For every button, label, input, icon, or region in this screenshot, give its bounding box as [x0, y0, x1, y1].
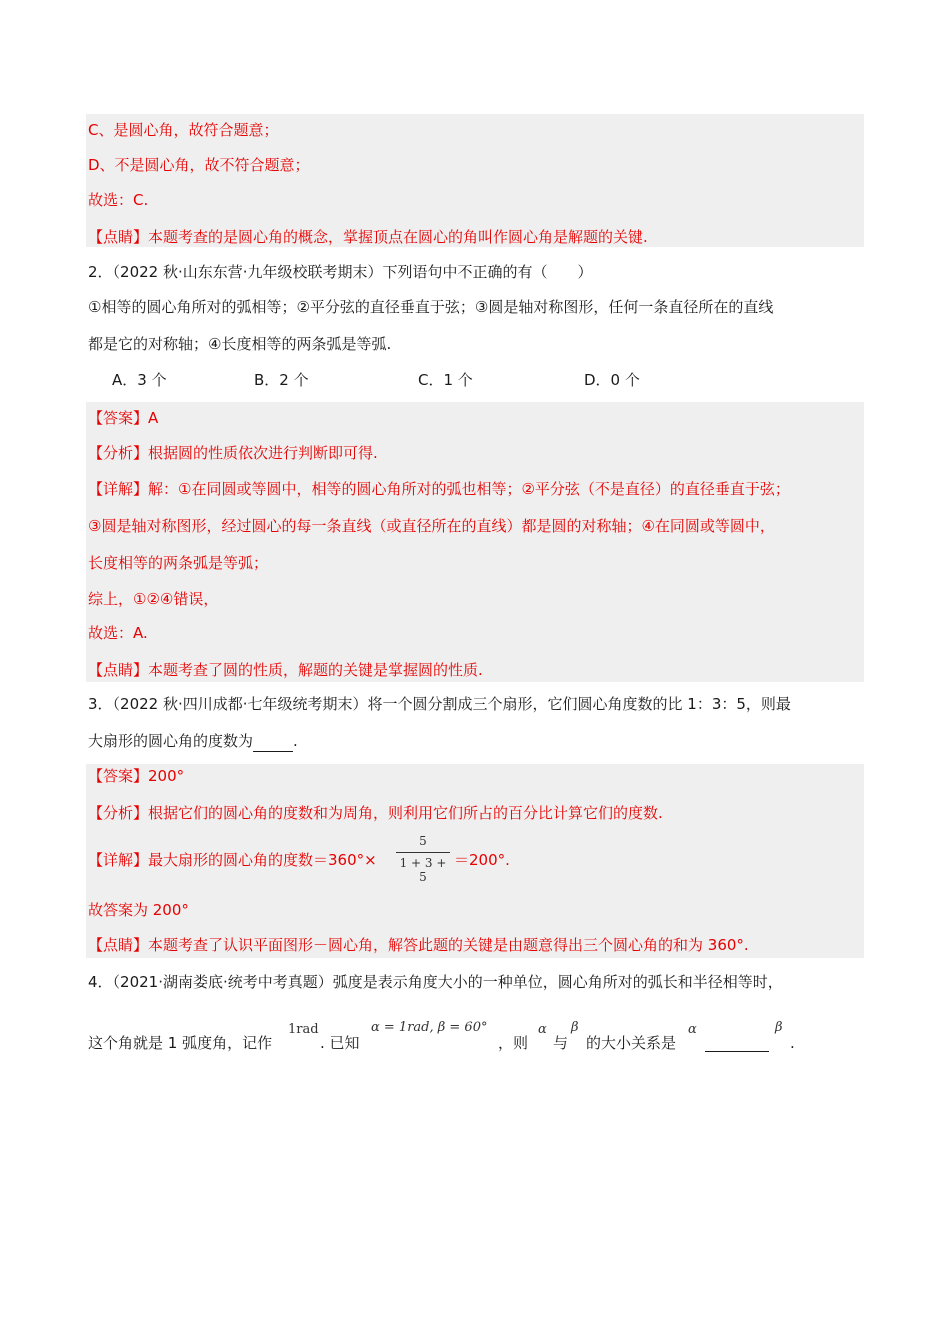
fraction-bar	[396, 852, 450, 853]
fraction-numerator: 5	[419, 834, 427, 848]
comment-text: 本题考查了认识平面图形－圆心角，解答此题的关键是由题意得出三个圆心角的和为 360°.	[148, 936, 749, 954]
q4-end: .	[790, 1034, 795, 1052]
answer-tag: 【答案】	[88, 409, 149, 427]
analysis-text: 根据它们的圆心角的度数和为周角，则利用它们所占的百分比计算它们的度数.	[148, 804, 663, 822]
option-d-explanation: D、不是圆心角，故不符合题意；	[88, 156, 310, 174]
q4-seg5: 的大小关系是	[586, 1034, 677, 1052]
q2-option-c: C．1 个	[418, 371, 473, 389]
q3-header: 3．（2022 秋·四川成都·七年级统考期末）将一个圆分割成三个扇形，它们圆心角度数的比 1：3：5，则最	[88, 695, 791, 713]
fraction-denominator: 1 + 3 + 5	[399, 856, 447, 884]
detail-text: 解：①在同圆或等圆中，相等的圆心角所对的弧也相等；②平分弦（不是直径）的直径垂直于弦；	[148, 480, 790, 498]
detail-tag: 【详解】	[88, 851, 149, 869]
comment-tag: 【点睛】	[88, 661, 149, 679]
q2-summary: 综上，①②④错误，	[88, 590, 219, 608]
q2-option-b: B．2 个	[254, 371, 309, 389]
q3-detail	[88, 850, 377, 870]
q4-beta-compare: β	[775, 1020, 783, 1035]
q2-comment	[88, 660, 483, 680]
q4-header: 4．（2021·湖南娄底·统考中考真题）弧度是表示角度大小的一种单位，圆心角所对的弧长和半径相等时，	[88, 973, 783, 991]
answer-value: 200°	[148, 767, 185, 785]
q2-answer	[88, 408, 158, 428]
q2-statement-line2: 都是它的对称轴；④长度相等的两条弧是等弧.	[88, 335, 392, 353]
q2-option-a: A．3 个	[112, 371, 167, 389]
comment-text: 本题考查了圆的性质，解题的关键是掌握圆的性质.	[148, 661, 483, 679]
analysis-tag: 【分析】	[88, 804, 149, 822]
q4-seg3: ，则	[498, 1034, 529, 1052]
q3-statement-text: 大扇形的圆心角的度数为	[88, 732, 254, 750]
detail-text-pre: 最大扇形的圆心角的度数＝360°×	[148, 851, 377, 869]
q3-statement-end: .	[293, 732, 298, 750]
q3-statement-line2	[88, 731, 298, 752]
q1-comment	[88, 227, 648, 247]
q3-answer	[88, 766, 184, 786]
q4-alpha-compare: α	[688, 1022, 697, 1037]
q2-statement-line1: ①相等的圆心角所对的弧相等；②平分弦的直径垂直于弦；③圆是轴对称图形，任何一条直径所在的直线	[88, 298, 774, 316]
q4-answer-blank	[705, 1034, 769, 1052]
q4-given-values: α = 1rad, β = 60°	[371, 1020, 488, 1035]
q2-detail-line2: ③圆是轴对称图形，经过圆心的每一条直线（或直径所在的直线）都是圆的对称轴；④在同圆或等圆中，	[88, 517, 775, 535]
answer-value: A	[148, 409, 159, 427]
q2-detail-line1	[88, 479, 790, 499]
option-c-explanation: C、是圆心角，故符合题意；	[88, 121, 279, 139]
comment-tag: 【点睛】	[88, 936, 149, 954]
detail-tag: 【详解】	[88, 480, 149, 498]
q4-alpha: α	[538, 1022, 547, 1037]
answer-tag: 【答案】	[88, 767, 149, 785]
q3-analysis	[88, 803, 663, 823]
q2-analysis	[88, 443, 378, 463]
q3-comment	[88, 935, 749, 955]
q4-seg1: 这个角就是 1 弧度角，记作	[88, 1034, 273, 1052]
q3-final: 故答案为 200°	[88, 901, 189, 919]
analysis-tag: 【分析】	[88, 444, 149, 462]
q4-seg4: 与	[553, 1034, 569, 1052]
comment-text: 本题考查的是圆心角的概念，掌握顶点在圆心的角叫作圆心角是解题的关键.	[148, 228, 648, 246]
q1-choice: 故选：C.	[88, 191, 149, 209]
answer-blank	[253, 731, 293, 752]
q2-option-d: D．0 个	[584, 371, 640, 389]
q2-detail-line3: 长度相等的两条弧是等弧；	[88, 554, 269, 572]
q4-rad-notation: 1rad	[288, 1022, 319, 1037]
q3-detail-result: ＝200°.	[454, 851, 510, 869]
q4-beta: β	[571, 1020, 579, 1035]
comment-tag: 【点睛】	[88, 228, 149, 246]
q4-seg2: . 已知	[320, 1034, 360, 1052]
q2-header: 2．（2022 秋·山东东营·九年级校联考期末）下列语句中不正确的有（ ）	[88, 263, 593, 281]
analysis-text: 根据圆的性质依次进行判断即可得.	[148, 444, 378, 462]
q2-choice: 故选：A.	[88, 624, 148, 642]
